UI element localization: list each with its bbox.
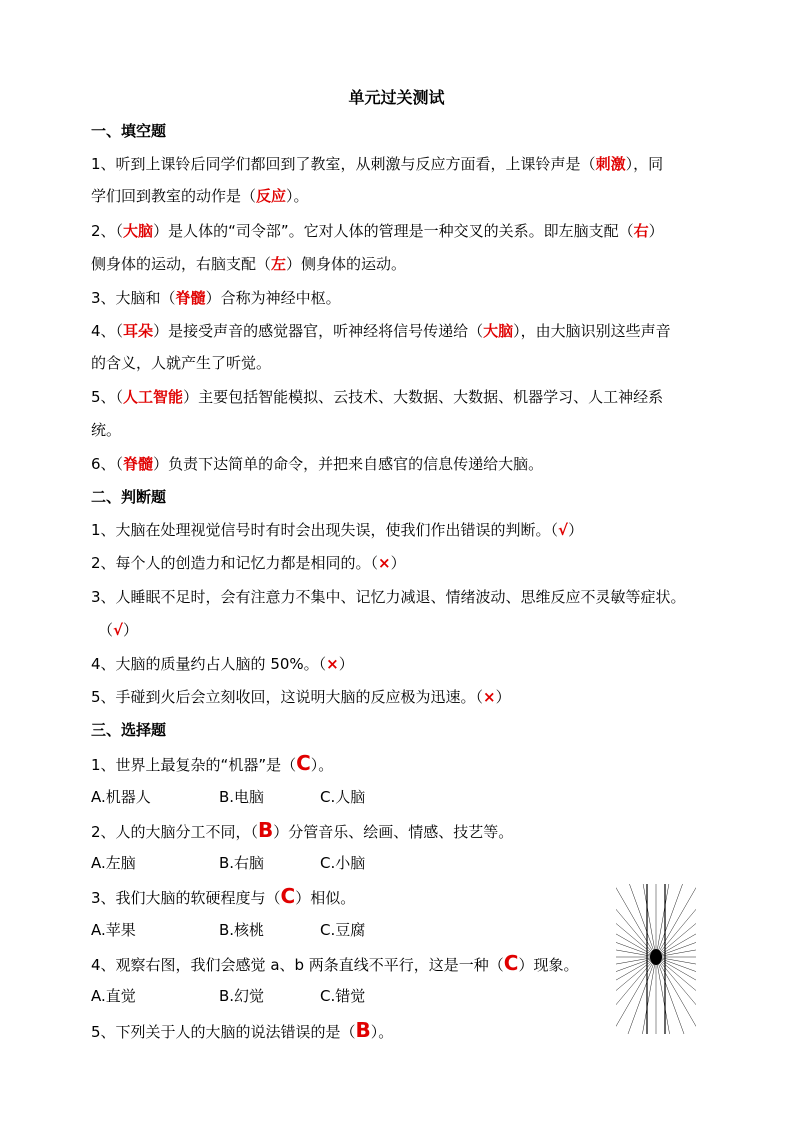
question-line: 侧身体的运动，右脑支配（左）侧身体的运动。 — [91, 255, 407, 273]
question-line: 1、世界上最复杂的“机器”是（C）。 — [91, 751, 334, 775]
option-b: B.核桃 — [219, 921, 265, 939]
option-c: C.错觉 — [320, 987, 366, 1005]
answer: 人工智能 — [123, 388, 184, 406]
answer: 反应 — [256, 187, 287, 205]
answer: 脊髓 — [123, 455, 154, 473]
question-line: 3、人睡眠不足时，会有注意力不集中、记忆力减退、情绪波动、思维反应不灵敏等症状。 — [91, 588, 686, 606]
illusion-ray — [656, 884, 696, 957]
question-line: （√） — [98, 621, 139, 639]
illusion-ray — [616, 884, 656, 957]
answer: × — [378, 554, 391, 572]
option-c: C.豆腐 — [320, 921, 366, 939]
option-b: B.电脑 — [219, 788, 265, 806]
question-line: 1、大脑在处理视觉信号时有时会出现失误，使我们作出错误的判断。（√） — [91, 521, 584, 539]
answer: B — [258, 818, 274, 842]
option-c: C.人脑 — [320, 788, 366, 806]
answer: × — [483, 688, 496, 706]
illusion-ray — [656, 884, 696, 957]
option-a: A.苹果 — [91, 921, 136, 939]
answer: B — [355, 1018, 371, 1042]
illusion-ray — [656, 897, 696, 957]
answer: 大脑 — [123, 222, 154, 240]
hering-illusion-figure — [616, 884, 696, 1034]
question-line: 4、（耳朵）是接受声音的感觉器官，听神经将信号传递给（大脑），由大脑识别这些声音 — [91, 322, 671, 340]
illusion-ray — [656, 884, 677, 957]
section-heading-fill-in: 一、填空题 — [91, 122, 167, 140]
question-line: 统。 — [91, 421, 122, 439]
option-a: A.机器人 — [91, 788, 151, 806]
illusion-ray — [616, 884, 656, 957]
answer: C — [280, 884, 296, 908]
question-line: 6、（脊髓）负责下达简单的命令，并把来自感官的信息传递给大脑。 — [91, 455, 544, 473]
question-line: 2、每个人的创造力和记忆力都是相同的。（×） — [91, 554, 406, 572]
answer: C — [503, 951, 519, 975]
illusion-ray — [616, 897, 656, 957]
question-line: 5、（人工智能）主要包括智能模拟、云技术、大数据、大数据、机器学习、人工神经系 — [91, 388, 664, 406]
question-line: 3、我们大脑的软硬程度与（C）相似。 — [91, 884, 356, 908]
illusion-ray — [656, 884, 696, 957]
option-b: B.右脑 — [219, 854, 265, 872]
answer: × — [326, 655, 339, 673]
option-c: C.小脑 — [320, 854, 366, 872]
question-line: 的含义，人就产生了听觉。 — [91, 354, 272, 372]
answer: 耳朵 — [123, 322, 154, 340]
illusion-ray — [635, 957, 656, 1034]
question-line: 4、观察右图，我们会感觉 a、b 两条直线不平行，这是一种（C）现象。 — [91, 951, 579, 975]
answer: √ — [558, 521, 569, 539]
illusion-ray — [656, 957, 696, 1017]
answer: C — [296, 751, 311, 775]
option-a: A.左脑 — [91, 854, 136, 872]
question-line: 2、人的大脑分工不同，（B）分管音乐、绘画、情感、技艺等。 — [91, 818, 514, 842]
option-b: B.幻觉 — [219, 987, 265, 1005]
question-line: 1、听到上课铃后同学们都回到了教室，从刺激与反应方面看，上课铃声是（刺激），同 — [91, 155, 664, 173]
section-heading-judgement: 二、判断题 — [91, 488, 167, 506]
illusion-ray — [656, 884, 696, 957]
question-line: 5、下列关于人的大脑的说法错误的是（B）。 — [91, 1018, 394, 1042]
illusion-ray — [616, 957, 656, 1017]
section-heading-choice: 三、选择题 — [91, 721, 167, 739]
question-line: 5、手碰到火后会立刻收回，这说明大脑的反应极为迅速。（×） — [91, 688, 511, 706]
illusion-ray — [635, 884, 656, 957]
answer: 刺激 — [595, 155, 626, 173]
answer: 左 — [271, 255, 287, 273]
question-line: 4、大脑的质量约占人脑的 50%。（×） — [91, 655, 354, 673]
illusion-ray — [616, 884, 656, 957]
option-a: A.直觉 — [91, 987, 136, 1005]
illusion-ray — [656, 957, 677, 1034]
question-line: 3、大脑和（脊髓）合称为神经中枢。 — [91, 289, 341, 307]
illusion-center-spot — [650, 949, 662, 965]
answer: √ — [113, 621, 124, 639]
question-line: 学们回到教室的动作是（反应）。 — [91, 187, 309, 205]
question-line: 2、（大脑）是人体的“司令部”。它对人体的管理是一种交叉的关系。即左脑支配（右） — [91, 222, 664, 240]
page-title: 单元过关测试 — [348, 88, 445, 107]
illusion-ray — [616, 884, 656, 957]
answer: 大脑 — [483, 322, 514, 340]
answer: 脊髓 — [175, 289, 206, 307]
answer: 右 — [633, 222, 649, 240]
